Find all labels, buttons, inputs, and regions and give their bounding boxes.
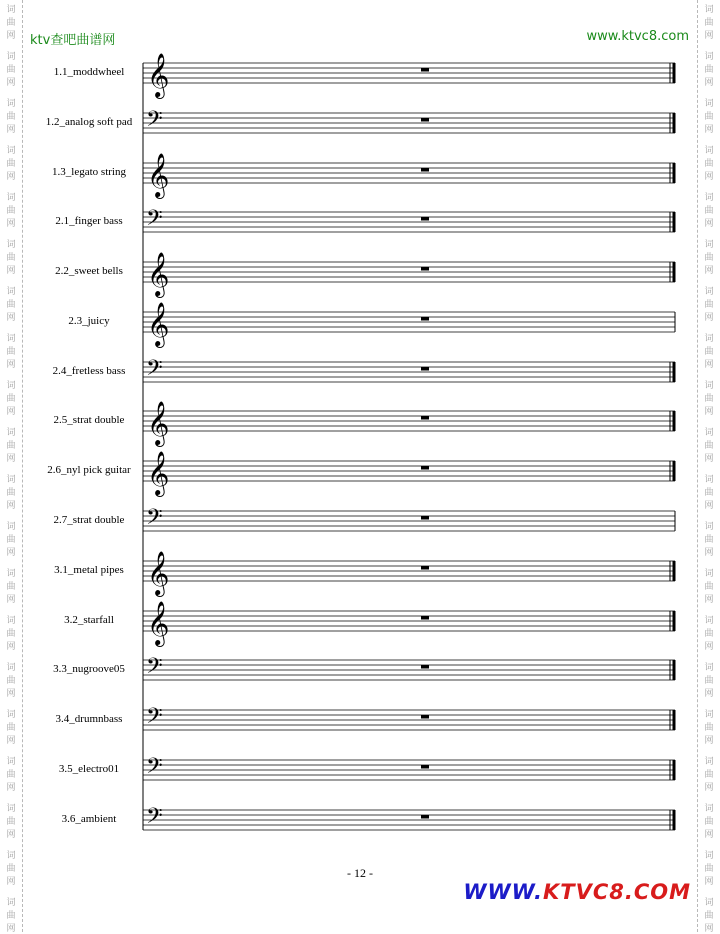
watermark-char: 网 [6,31,16,41]
whole-rest-icon [421,516,429,520]
site-name: ktv查吧曲谱网 [30,33,116,48]
watermark-char: 曲 [704,159,714,169]
watermark-char: 曲 [704,394,714,404]
bass-clef-icon: 𝄢 [146,654,163,684]
watermark-char: 曲 [704,253,714,263]
watermark-char: 网 [6,548,16,558]
watermark-char: 网 [6,78,16,88]
page-number: - 12 - [347,866,373,880]
watermark-char: 曲 [704,629,714,639]
watermark-char: 曲 [6,347,16,357]
watermark-char: 曲 [6,112,16,122]
watermark-char: 词 [704,522,714,532]
watermark-char: 曲 [6,159,16,169]
whole-rest-icon [421,665,429,669]
watermark-char: 网 [704,877,714,887]
watermark-char: 曲 [704,817,714,827]
watermark-char: 网 [704,595,714,605]
watermark-char: 网 [704,313,714,323]
whole-rest-icon [421,566,429,570]
instrument-label: 2.2_sweet bells [55,265,123,277]
watermark-char: 曲 [6,582,16,592]
watermark-char: 词 [704,710,714,720]
instrument-label: 1.1_moddwheel [53,66,125,78]
watermark-char: 网 [704,266,714,276]
treble-clef-icon: 𝄞 [147,53,170,97]
watermark-char: 网 [6,219,16,229]
end-barline-thick [673,461,676,481]
footer-logo-brand: KTVC8.COM [542,880,691,904]
watermark-char: 词 [704,851,714,861]
instrument-label: 1.2_analog soft pad [45,116,133,128]
whole-rest-icon [421,217,429,221]
bass-clef-icon: 𝄢 [146,704,163,734]
whole-rest-icon [421,815,429,819]
whole-rest-icon [421,367,429,371]
footer-logo[interactable] [463,880,691,904]
whole-rest-icon [421,168,429,172]
watermark-char: 词 [704,334,714,344]
watermark-char: 曲 [6,676,16,686]
watermark-char: 网 [704,689,714,699]
watermark-char: 曲 [704,112,714,122]
end-barline-thick [673,810,676,830]
bass-clef-icon: 𝄢 [146,754,163,784]
whole-rest-icon [421,416,429,420]
treble-clef-icon: 𝄞 [147,401,170,445]
watermark-char: 网 [704,78,714,88]
watermark-char: 词 [6,193,16,203]
watermark-char: 词 [6,804,16,814]
watermark-char: 网 [704,31,714,41]
watermark-char: 曲 [704,18,714,28]
watermark-char: 网 [704,924,714,934]
treble-clef-icon: 𝄞 [147,252,170,296]
watermark-char: 词 [704,757,714,767]
watermark-char: 词 [704,193,714,203]
watermark-char: 曲 [6,488,16,498]
bass-clef-icon: 𝄢 [146,107,163,137]
watermark-char: 网 [704,219,714,229]
end-barline-thick [673,362,676,382]
watermark-char: 网 [6,736,16,746]
watermark-char: 词 [704,52,714,62]
watermark-char: 网 [704,736,714,746]
treble-clef-icon: 𝄞 [147,451,170,495]
watermark-char: 词 [704,146,714,156]
watermark-char: 词 [6,663,16,673]
watermark-char: 网 [6,689,16,699]
watermark-char: 词 [6,146,16,156]
site-url[interactable]: www.ktvc8.com [586,29,689,44]
watermark-char: 词 [6,475,16,485]
watermark-char: 曲 [6,18,16,28]
instrument-label: 2.1_finger bass [55,215,123,227]
watermark-char: 网 [6,783,16,793]
watermark-char: 网 [704,783,714,793]
watermark-char: 曲 [704,441,714,451]
watermark-char: 网 [6,407,16,417]
watermark-char: 词 [6,99,16,109]
watermark-char: 词 [6,710,16,720]
watermark-char: 曲 [704,488,714,498]
watermark-char: 词 [704,99,714,109]
watermark-char: 词 [704,5,714,15]
end-barline-thick [673,262,676,282]
watermark-char: 词 [6,898,16,908]
watermark-char: 曲 [704,206,714,216]
watermark-char: 曲 [6,723,16,733]
watermark-char: 网 [6,454,16,464]
instrument-label: 3.6_ambient [61,813,117,825]
watermark-char: 词 [704,428,714,438]
watermark-char: 曲 [6,441,16,451]
treble-clef-icon: 𝄞 [147,302,170,346]
watermark-char: 曲 [6,394,16,404]
watermark-char: 网 [704,360,714,370]
instrument-label: 3.3_nugroove05 [53,663,125,675]
watermark-char: 词 [704,616,714,626]
watermark-char: 曲 [6,817,16,827]
whole-rest-icon [421,118,429,122]
whole-rest-icon [421,466,429,470]
whole-rest-icon [421,317,429,321]
whole-rest-icon [421,267,429,271]
watermark-char: 词 [6,616,16,626]
watermark-char: 词 [6,569,16,579]
watermark-char: 网 [6,642,16,652]
watermark-char: 曲 [704,347,714,357]
watermark-char: 网 [704,501,714,511]
watermark-char: 网 [6,924,16,934]
watermark-char: 曲 [704,582,714,592]
watermark-char: 曲 [704,770,714,780]
watermark-char: 词 [6,52,16,62]
watermark-char: 曲 [6,206,16,216]
watermark-char: 词 [6,5,16,15]
watermark-char: 网 [704,454,714,464]
whole-rest-icon [421,715,429,719]
end-barline-thick [673,760,676,780]
watermark-char: 词 [6,334,16,344]
watermark-char: 曲 [6,535,16,545]
end-barline-thick [673,113,676,133]
treble-clef-icon: 𝄞 [147,153,170,197]
watermark-char: 词 [704,569,714,579]
watermark-char: 词 [6,240,16,250]
bass-clef-icon: 𝄢 [146,505,163,535]
watermark-char: 词 [6,381,16,391]
end-barline-thick [673,660,676,680]
watermark-char: 词 [704,287,714,297]
watermark-char: 曲 [6,864,16,874]
watermark-char: 词 [704,898,714,908]
watermark-char: 曲 [6,300,16,310]
treble-clef-icon: 𝄞 [147,601,170,645]
watermark-char: 网 [6,830,16,840]
watermark-char: 网 [6,360,16,370]
watermark-char: 词 [6,851,16,861]
watermark-char: 曲 [6,629,16,639]
watermark-char: 词 [704,475,714,485]
watermark-char: 曲 [704,535,714,545]
watermark-char: 网 [704,125,714,135]
whole-rest-icon [421,68,429,72]
watermark-char: 网 [704,830,714,840]
instrument-label: 2.5_strat double [53,414,125,426]
watermark-char: 词 [704,240,714,250]
watermark-char: 网 [6,877,16,887]
end-barline-thick [673,212,676,232]
watermark-char: 网 [6,125,16,135]
whole-rest-icon [421,765,429,769]
watermark-char: 词 [6,522,16,532]
watermark-char: 曲 [704,723,714,733]
end-barline-thick [673,611,676,631]
watermark-char: 网 [704,642,714,652]
watermark-char: 词 [704,663,714,673]
instrument-label: 3.1_metal pipes [54,564,124,576]
watermark-char: 曲 [704,864,714,874]
instrument-label: 3.2_starfall [64,614,114,626]
end-barline-thick [673,411,676,431]
instrument-label: 2.6_nyl pick guitar [47,464,131,476]
instrument-label: 2.7_strat double [53,514,125,526]
watermark-char: 曲 [6,911,16,921]
end-barline-thick [673,710,676,730]
watermark-char: 词 [6,287,16,297]
watermark-char: 网 [704,407,714,417]
end-barline-thick [673,561,676,581]
footer-logo-www: WWW. [463,880,543,904]
watermark-char: 词 [6,428,16,438]
whole-rest-icon [421,616,429,620]
watermark-char: 曲 [6,770,16,780]
end-barline-thick [673,63,676,83]
watermark-char: 网 [6,266,16,276]
instrument-label: 2.3_juicy [68,315,110,327]
watermark-char: 曲 [704,65,714,75]
watermark-char: 词 [704,381,714,391]
instrument-label: 3.4_drumnbass [55,713,123,725]
instrument-label: 3.5_electro01 [58,763,120,775]
watermark-char: 词 [704,804,714,814]
end-barline-thick [673,163,676,183]
watermark-char: 曲 [6,65,16,75]
instrument-label: 2.4_fretless bass [52,365,126,377]
watermark-char: 曲 [704,300,714,310]
treble-clef-icon: 𝄞 [147,551,170,595]
watermark-char: 网 [6,172,16,182]
watermark-char: 网 [704,172,714,182]
bass-clef-icon: 𝄢 [146,206,163,236]
watermark-char: 曲 [704,911,714,921]
watermark-char: 网 [6,501,16,511]
watermark-char: 网 [6,595,16,605]
watermark-char: 曲 [704,676,714,686]
instrument-label: 1.3_legato string [52,166,126,178]
watermark-char: 网 [6,313,16,323]
watermark-char: 网 [704,548,714,558]
bass-clef-icon: 𝄢 [146,356,163,386]
bass-clef-icon: 𝄢 [146,804,163,834]
watermark-char: 词 [6,757,16,767]
watermark-char: 曲 [6,253,16,263]
